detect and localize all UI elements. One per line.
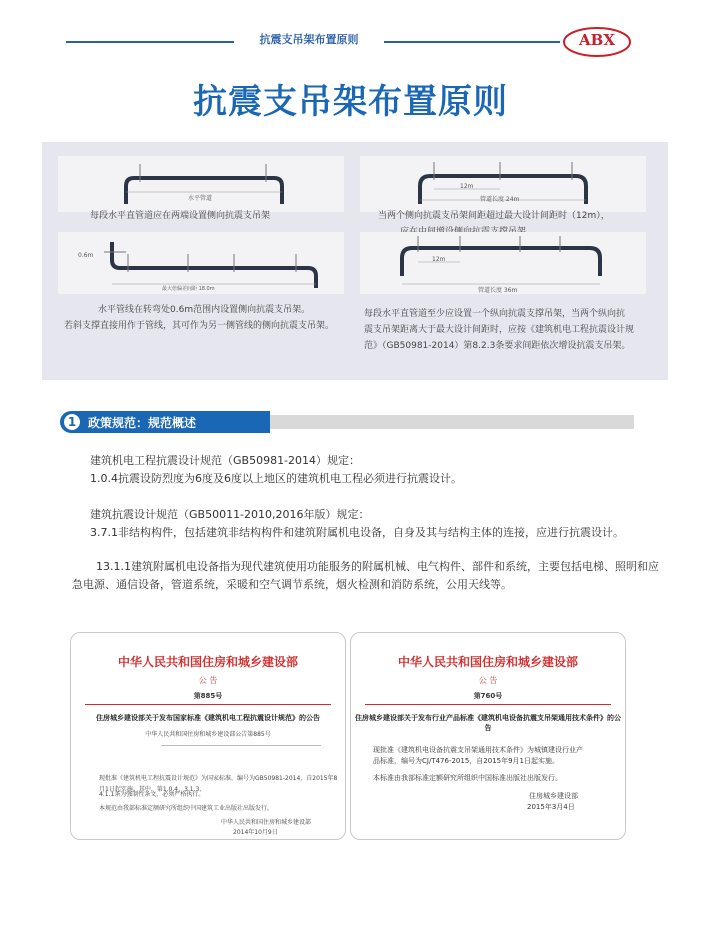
- diagram-4-caption-1: 每段水平直管道至少应设置一个纵向抗震支撑吊架，当两个纵向抗: [364, 309, 626, 319]
- header-band-label: 抗震支吊架布置原则: [259, 33, 359, 46]
- diagram-turn-support: [58, 232, 344, 294]
- diagram-4-caption-3: 范》（GB50981-2014）第8.2.3条要求间距依次增设抗震支吊架。: [364, 341, 631, 351]
- para-1-line-1: 建筑机电工程抗震设计规范（GB50981-2014）规定：: [90, 454, 361, 467]
- notice-right-body-2: 品标准，编号为CJ/T476-2015，自2015年9月1日起实施。: [373, 757, 560, 765]
- notice-right-rule: [365, 704, 611, 705]
- diagram-4-label-a: 12m: [432, 256, 446, 263]
- notice-left-org: 中华人民共和国住房和城乡建设部: [117, 655, 298, 669]
- notice-right-heading: 公 告: [478, 676, 498, 685]
- notice-left-divider: [161, 745, 321, 746]
- para-3-line-2: 急电源、通信设备，管道系统，采暖和空气调节系统，烟火检测和消防系统，公用天线等。: [72, 578, 512, 591]
- notice-left-heading: 公 告: [198, 676, 218, 685]
- para-3-line-1: 13.1.1建筑附属机电设备指为现代建筑使用功能服务的附属机械、电气构件、部件和系统，主要包括电梯、照明和应: [96, 560, 659, 573]
- diagram-lateral-mid: [360, 156, 646, 212]
- notice-right-body-3: 本标准由我部标准定额研究所组织中国标准出版社出版发行。: [373, 774, 562, 782]
- page-title: 抗震支吊架布置原则: [193, 82, 508, 122]
- diagram-2-label-b: 管道长度 24m: [480, 196, 520, 203]
- para-2-line-2: 3.7.1非结构构件，包括建筑非结构构件和建筑附属机电设备，自身及其与结构主体的连接，应进行抗震设计。: [90, 526, 624, 539]
- header-rule-right: [384, 41, 560, 43]
- diagram-longitudinal: [360, 232, 646, 294]
- para-1-line-2: 1.0.4抗震设防烈度为6度及6度以上地区的建筑机电工程必须进行抗震设计。: [90, 472, 462, 485]
- header-rule-left: [66, 41, 234, 43]
- diagram-2-label-a: 12m: [460, 183, 474, 190]
- pipe-diagram-1: [58, 156, 344, 212]
- notice-left-sign-1: 中华人民共和国住房和城乡建设部: [221, 819, 312, 826]
- notice-left-body-1: 现批准《建筑机电工程抗震设计规范》为国家标准，编号为GB50981-2014，自2015年8月1日起实施。其中，第1.0.4、3.1.3、: [99, 775, 338, 793]
- section-title: 政策规范：规范概述: [88, 416, 197, 430]
- diagram-1-caption: 每段水平直管道应在两端设置侧向抗震支吊架: [90, 211, 271, 221]
- para-2-line-1: 建筑抗震设计规范（GB50011-2010,2016年版）规定：: [90, 508, 370, 521]
- diagram-2-caption-1: 当两个侧向抗震支吊架间距超过最大设计间距时（12m），: [378, 211, 610, 221]
- notice-right-sign-1: 住房城乡建设部: [529, 792, 578, 800]
- notice-left-sign-2: 2014年10月9日: [233, 829, 278, 836]
- notice-left-body-3: 本规范由我部标准定额研究所组织中国建筑工业出版社出版发行。: [99, 805, 274, 812]
- diagram-3-caption-1: 水平管线在转弯处0.6m范围内设置侧向抗震支吊架。: [98, 305, 311, 315]
- notice-left-body-2: 4.1.1条为强制性条文，必须严格执行。: [99, 791, 205, 798]
- diagram-panel: [42, 142, 668, 380]
- section-number-badge: 1: [64, 414, 80, 430]
- diagram-3-label-a: 0.6m: [78, 252, 94, 259]
- notice-left-subject: 住房城乡建设部关于发布国家标准《建筑机电工程抗震设计规范》的公告: [96, 714, 320, 722]
- notice-left-number: 第885号: [193, 692, 223, 700]
- notice-card-885: [70, 632, 346, 840]
- diagram-3-caption-2: 若斜支撑直接用作于管线，其可作为另一侧管线的侧向抗震支吊架。: [64, 321, 335, 331]
- notice-left-rule: [85, 704, 331, 705]
- diagram-4-label-b: 管道长度 36m: [478, 287, 518, 294]
- abx-logo-text: ABX: [579, 31, 615, 49]
- notice-left-line-a: 中华人民共和国住房和城乡建设部公告第885号: [145, 731, 271, 738]
- notice-right-body-1: 现批准《建筑机电设备抗震支吊架通用技术条件》为城镇建设行业产: [373, 746, 583, 754]
- diagram-3-label-b: 最大倍偏差间距 18.0m: [162, 286, 215, 292]
- notice-right-org: 中华人民共和国住房和城乡建设部: [397, 655, 578, 669]
- section-header: [60, 411, 634, 433]
- notice-right-number: 第760号: [473, 692, 503, 700]
- header-band: [66, 28, 562, 52]
- notice-right-sign-2: 2015年3月4日: [527, 803, 575, 811]
- notice-right-subject: 住房城乡建设部关于发布行业产品标准《建筑机电设备抗震支吊架通用技术条件》的公告: [355, 714, 621, 732]
- diagram-lateral-ends: [58, 156, 344, 212]
- diagram-4-caption-2: 震支吊架距离大于最大设计间距时，应按《建筑机电工程抗震设计规: [364, 325, 635, 335]
- pipe-diagram-2: [360, 156, 646, 212]
- diagram-1-label: 水平管道: [188, 195, 213, 202]
- notice-card-760: [350, 632, 626, 840]
